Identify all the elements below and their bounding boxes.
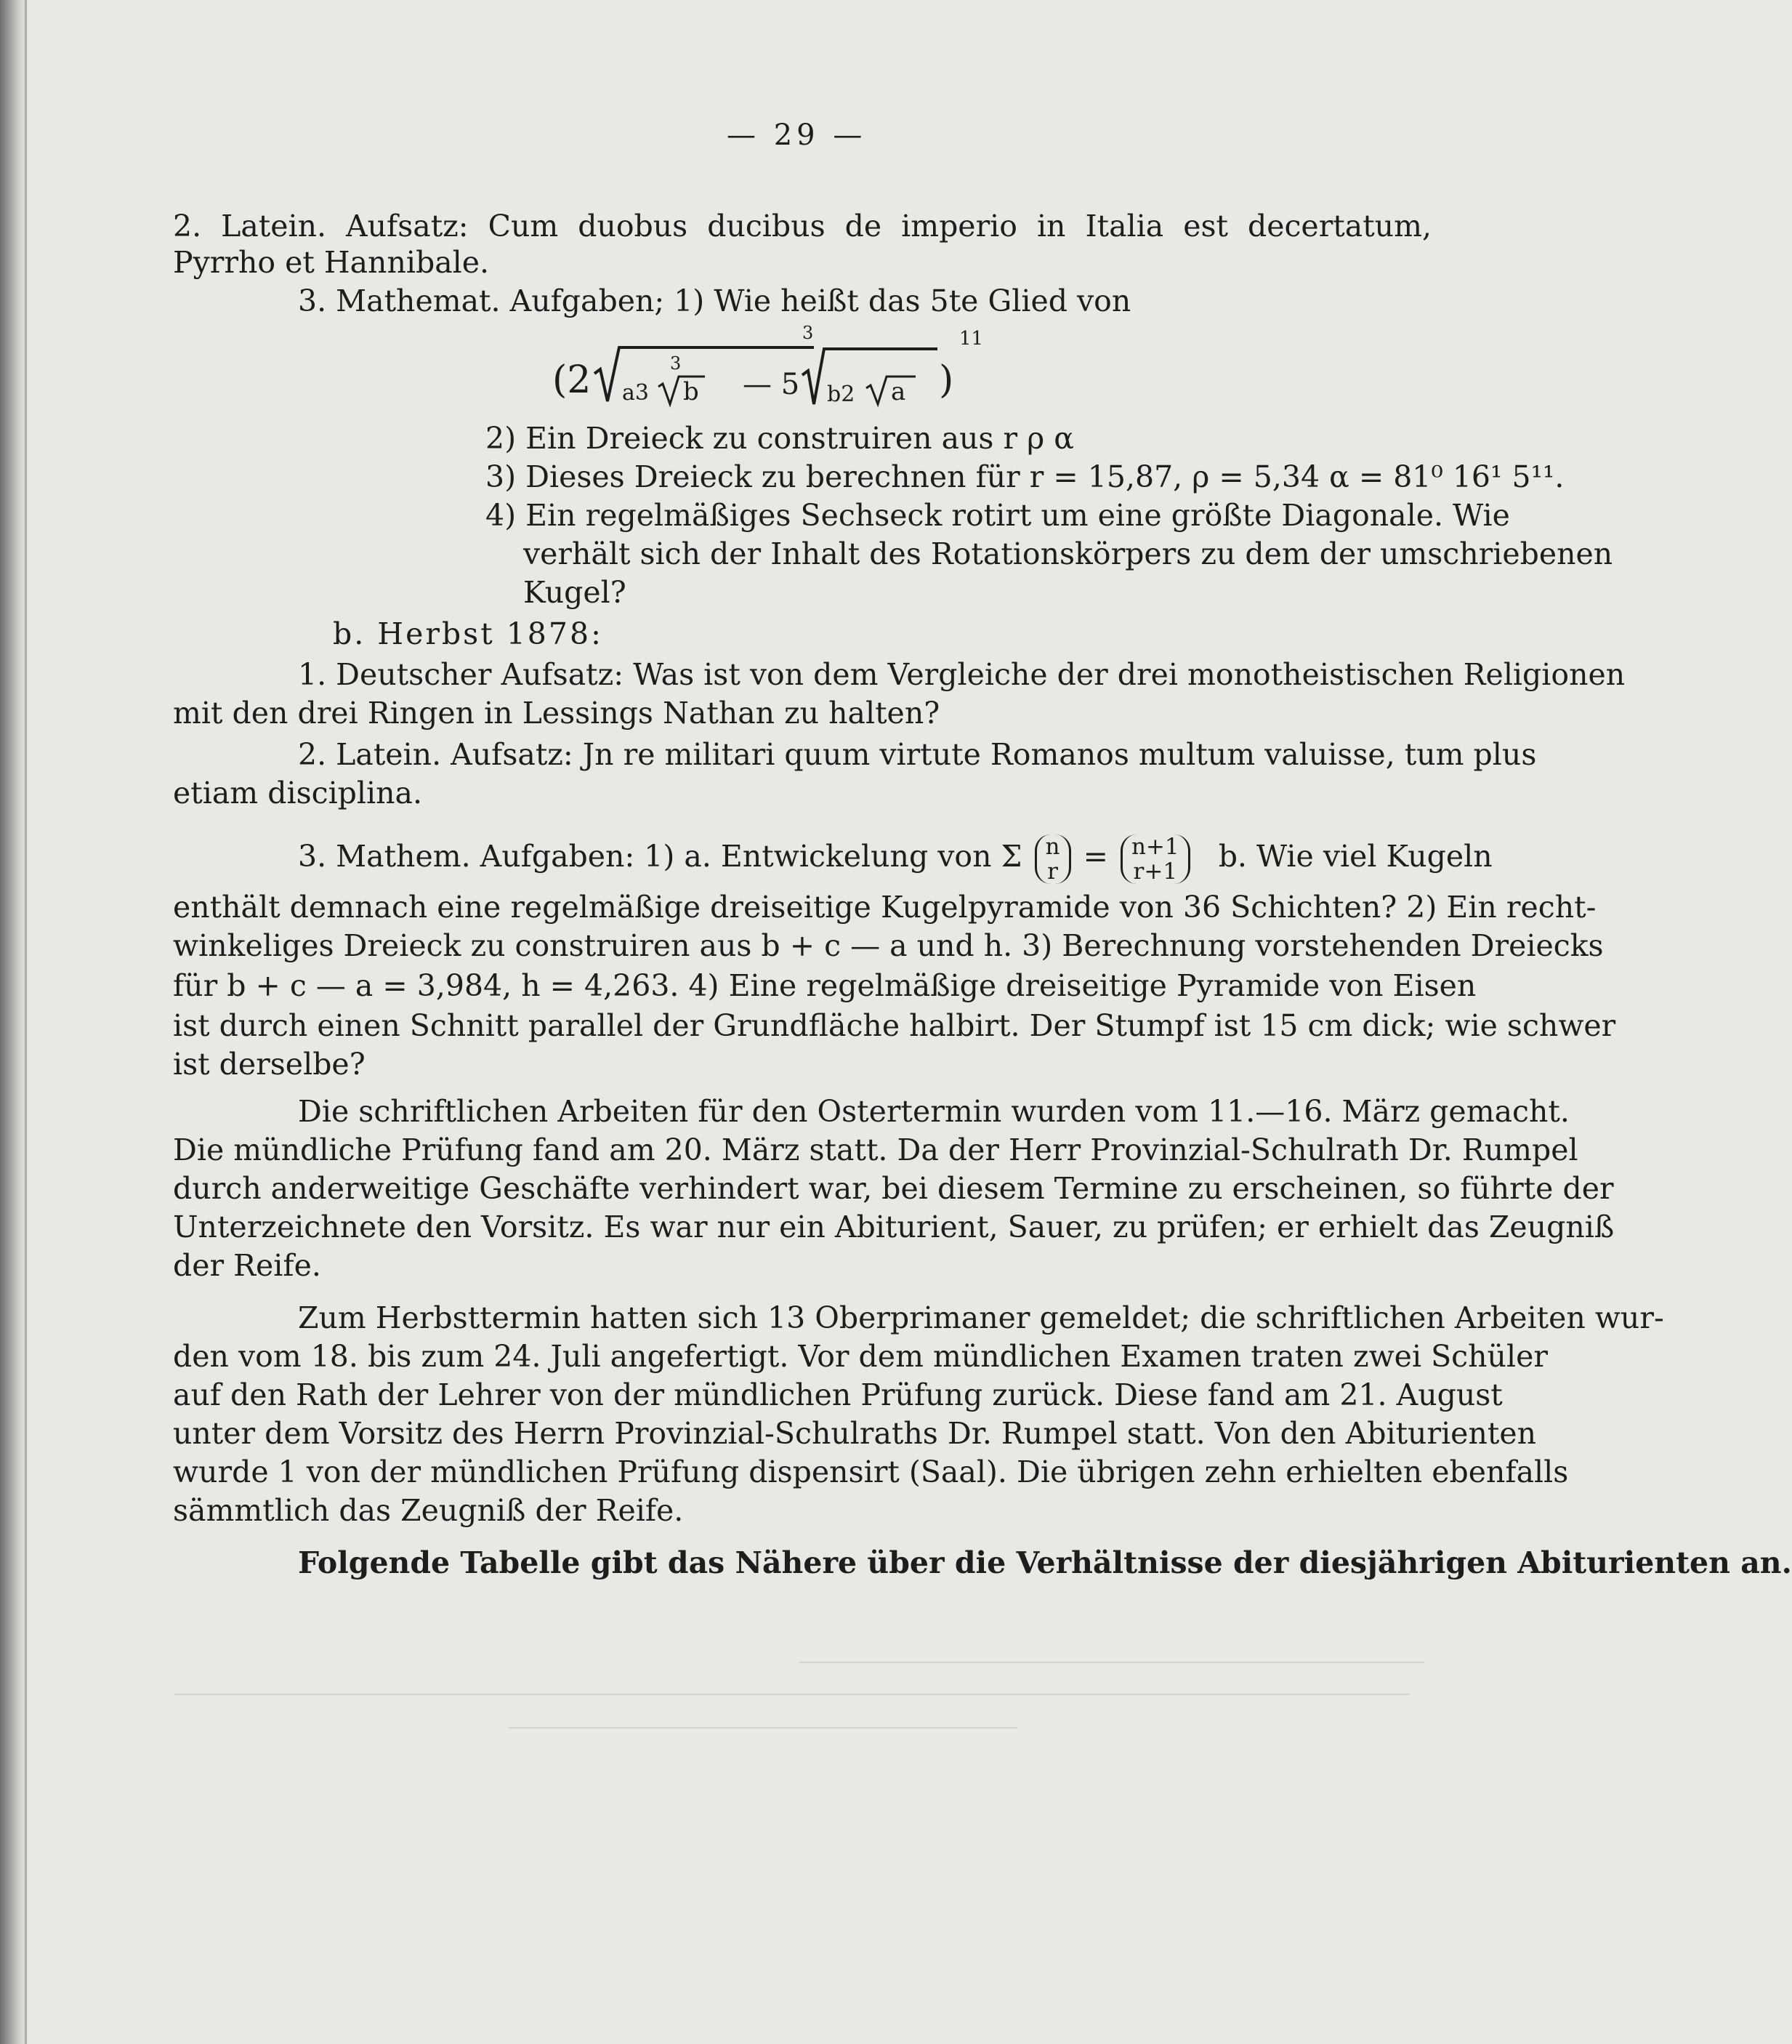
text-line: 4) Ein regelmäßiges Sechseck rotirt um eine größte Diagonale. Wie — [485, 498, 1510, 533]
page-number: — 29 — — [727, 118, 867, 152]
math-formula — [552, 323, 1061, 416]
binomial-bottom: r — [1047, 858, 1058, 885]
text-line: Die schriftlichen Arbeiten für den Ostertermin wurden vom 11.—16. März gemacht. — [298, 1094, 1570, 1129]
binomial-top: n+1 — [1131, 833, 1179, 860]
bleed-through-mark — [799, 1662, 1424, 1663]
formula-root-index-2: 3 — [802, 323, 814, 343]
text-line: unter dem Vorsitz des Herrn Provinzial-Schulraths Dr. Rumpel statt. Von den Abiturienten — [173, 1416, 1536, 1451]
text-line: 2. Latein. Aufsatz: Jn re militari quum virtute Romanos multum valuisse, tum plus — [298, 737, 1537, 772]
text-line: etiam disciplina. — [173, 776, 423, 810]
formula-b: b — [683, 377, 699, 406]
radical-sign-3 — [802, 349, 937, 404]
bleed-through-mark — [174, 1694, 1410, 1695]
text-line: auf den Rath der Lehrer von der mündlichen Prüfung zurück. Diese fand am 21. August — [173, 1377, 1503, 1412]
text-line: den vom 18. bis zum 24. Juli angefertigt. Vor dem mündlichen Examen traten zwei Schüler — [173, 1339, 1548, 1374]
text-line: 2) Ein Dreieck zu construiren aus r ρ α — [485, 421, 1074, 456]
text-line: ist durch einen Schnitt parallel der Grundfläche halbirt. Der Stumpf ist 15 cm dick; wie schwer — [173, 1008, 1616, 1043]
text-line: Unterzeichnete den Vorsitz. Es war nur ein Abiturient, Sauer, zu prüfen; er erhielt das Zeugniß — [173, 1210, 1615, 1244]
text-line: enthält demnach eine regelmäßige dreiseitige Kugelpyramide von 36 Schichten? 2) Ein recht- — [173, 890, 1597, 925]
text-line: mit den drei Ringen in Lessings Nathan zu halten? — [173, 696, 940, 731]
text-line: Folgende Tabelle gibt das Nähere über die Verhältnisse der diesjährigen Abiturienten an. — [298, 1545, 1792, 1580]
formula-minus: — 5 — [743, 368, 800, 401]
text-line: wurde 1 von der mündlichen Prüfung dispensirt (Saal). Die übrigen zehn erhielten ebenfalls — [173, 1454, 1569, 1489]
bleed-through-mark — [509, 1727, 1017, 1729]
formula-exponent: 11 — [959, 328, 984, 350]
equals-sign: = — [1083, 839, 1108, 874]
formula-open: (2 — [552, 358, 592, 402]
formula-a: a — [891, 377, 906, 406]
text-line: Zum Herbsttermin hatten sich 13 Oberprimaner gemeldet; die schriftlichen Arbeiten wur- — [298, 1300, 1664, 1335]
formula-close: ) — [939, 358, 954, 402]
formula-a3: a3 — [622, 380, 649, 406]
text-segment: 3. Mathem. Aufgaben: 1) a. Entwickelung von Σ — [298, 839, 1022, 874]
binomial-n-r — [1035, 834, 1071, 884]
text-line: für b + c — a = 3,984, h = 4,263. 4) Eine regelmäßige dreiseitige Pyramide von Eisen — [173, 968, 1477, 1003]
text-line: winkeliges Dreieck zu construiren aus b + c — a und h. 3) Berechnung vorstehenden Dreiecks — [173, 928, 1604, 963]
page-binding-line — [25, 0, 27, 2044]
text-line: der Reife. — [173, 1248, 321, 1283]
section-heading: b. Herbst 1878: — [333, 616, 603, 651]
text-line: 1. Deutscher Aufsatz: Was ist von dem Vergleiche der drei monotheistischen Religionen — [298, 657, 1626, 692]
text-line: durch anderweitige Geschäfte verhindert war, bei diesem Termine zu erscheinen, so führte der — [173, 1171, 1614, 1206]
text-line: Kugel? — [523, 575, 626, 610]
binomial-n1-r1 — [1121, 834, 1190, 884]
formula-root-index-1: 3 — [670, 353, 682, 374]
text-line: 3. Mathemat. Aufgaben; 1) Wie heißt das 5te Glied von — [298, 283, 1131, 318]
text-line: verhält sich der Inhalt des Rotationskörpers zu dem der umschriebenen — [523, 536, 1613, 571]
formula-b2: b2 — [827, 382, 855, 407]
text-line: 3) Dieses Dreieck zu berechnen für r = 15,87, ρ = 5,34 α = 81⁰ 16¹ 5¹¹. — [485, 459, 1565, 494]
binomial-bottom: r+1 — [1133, 858, 1178, 885]
text-segment: b. Wie viel Kugeln — [1218, 839, 1493, 874]
text-line: 2. Latein. Aufsatz: Cum duobus ducibus de imperio in Italia est decertatum, — [173, 209, 1432, 244]
text-line: sämmtlich das Zeugniß der Reife. — [173, 1493, 684, 1528]
binomial-top: n — [1045, 833, 1060, 860]
formula-svg — [552, 323, 1061, 416]
text-line: Die mündliche Prüfung fand am 20. März statt. Da der Herr Provinzial-Schulrath Dr. Rumpel — [173, 1132, 1578, 1167]
text-line: Pyrrho et Hannibale. — [173, 245, 490, 280]
text-line: ist derselbe? — [173, 1047, 366, 1082]
text-line-with-binomials — [298, 827, 1493, 885]
